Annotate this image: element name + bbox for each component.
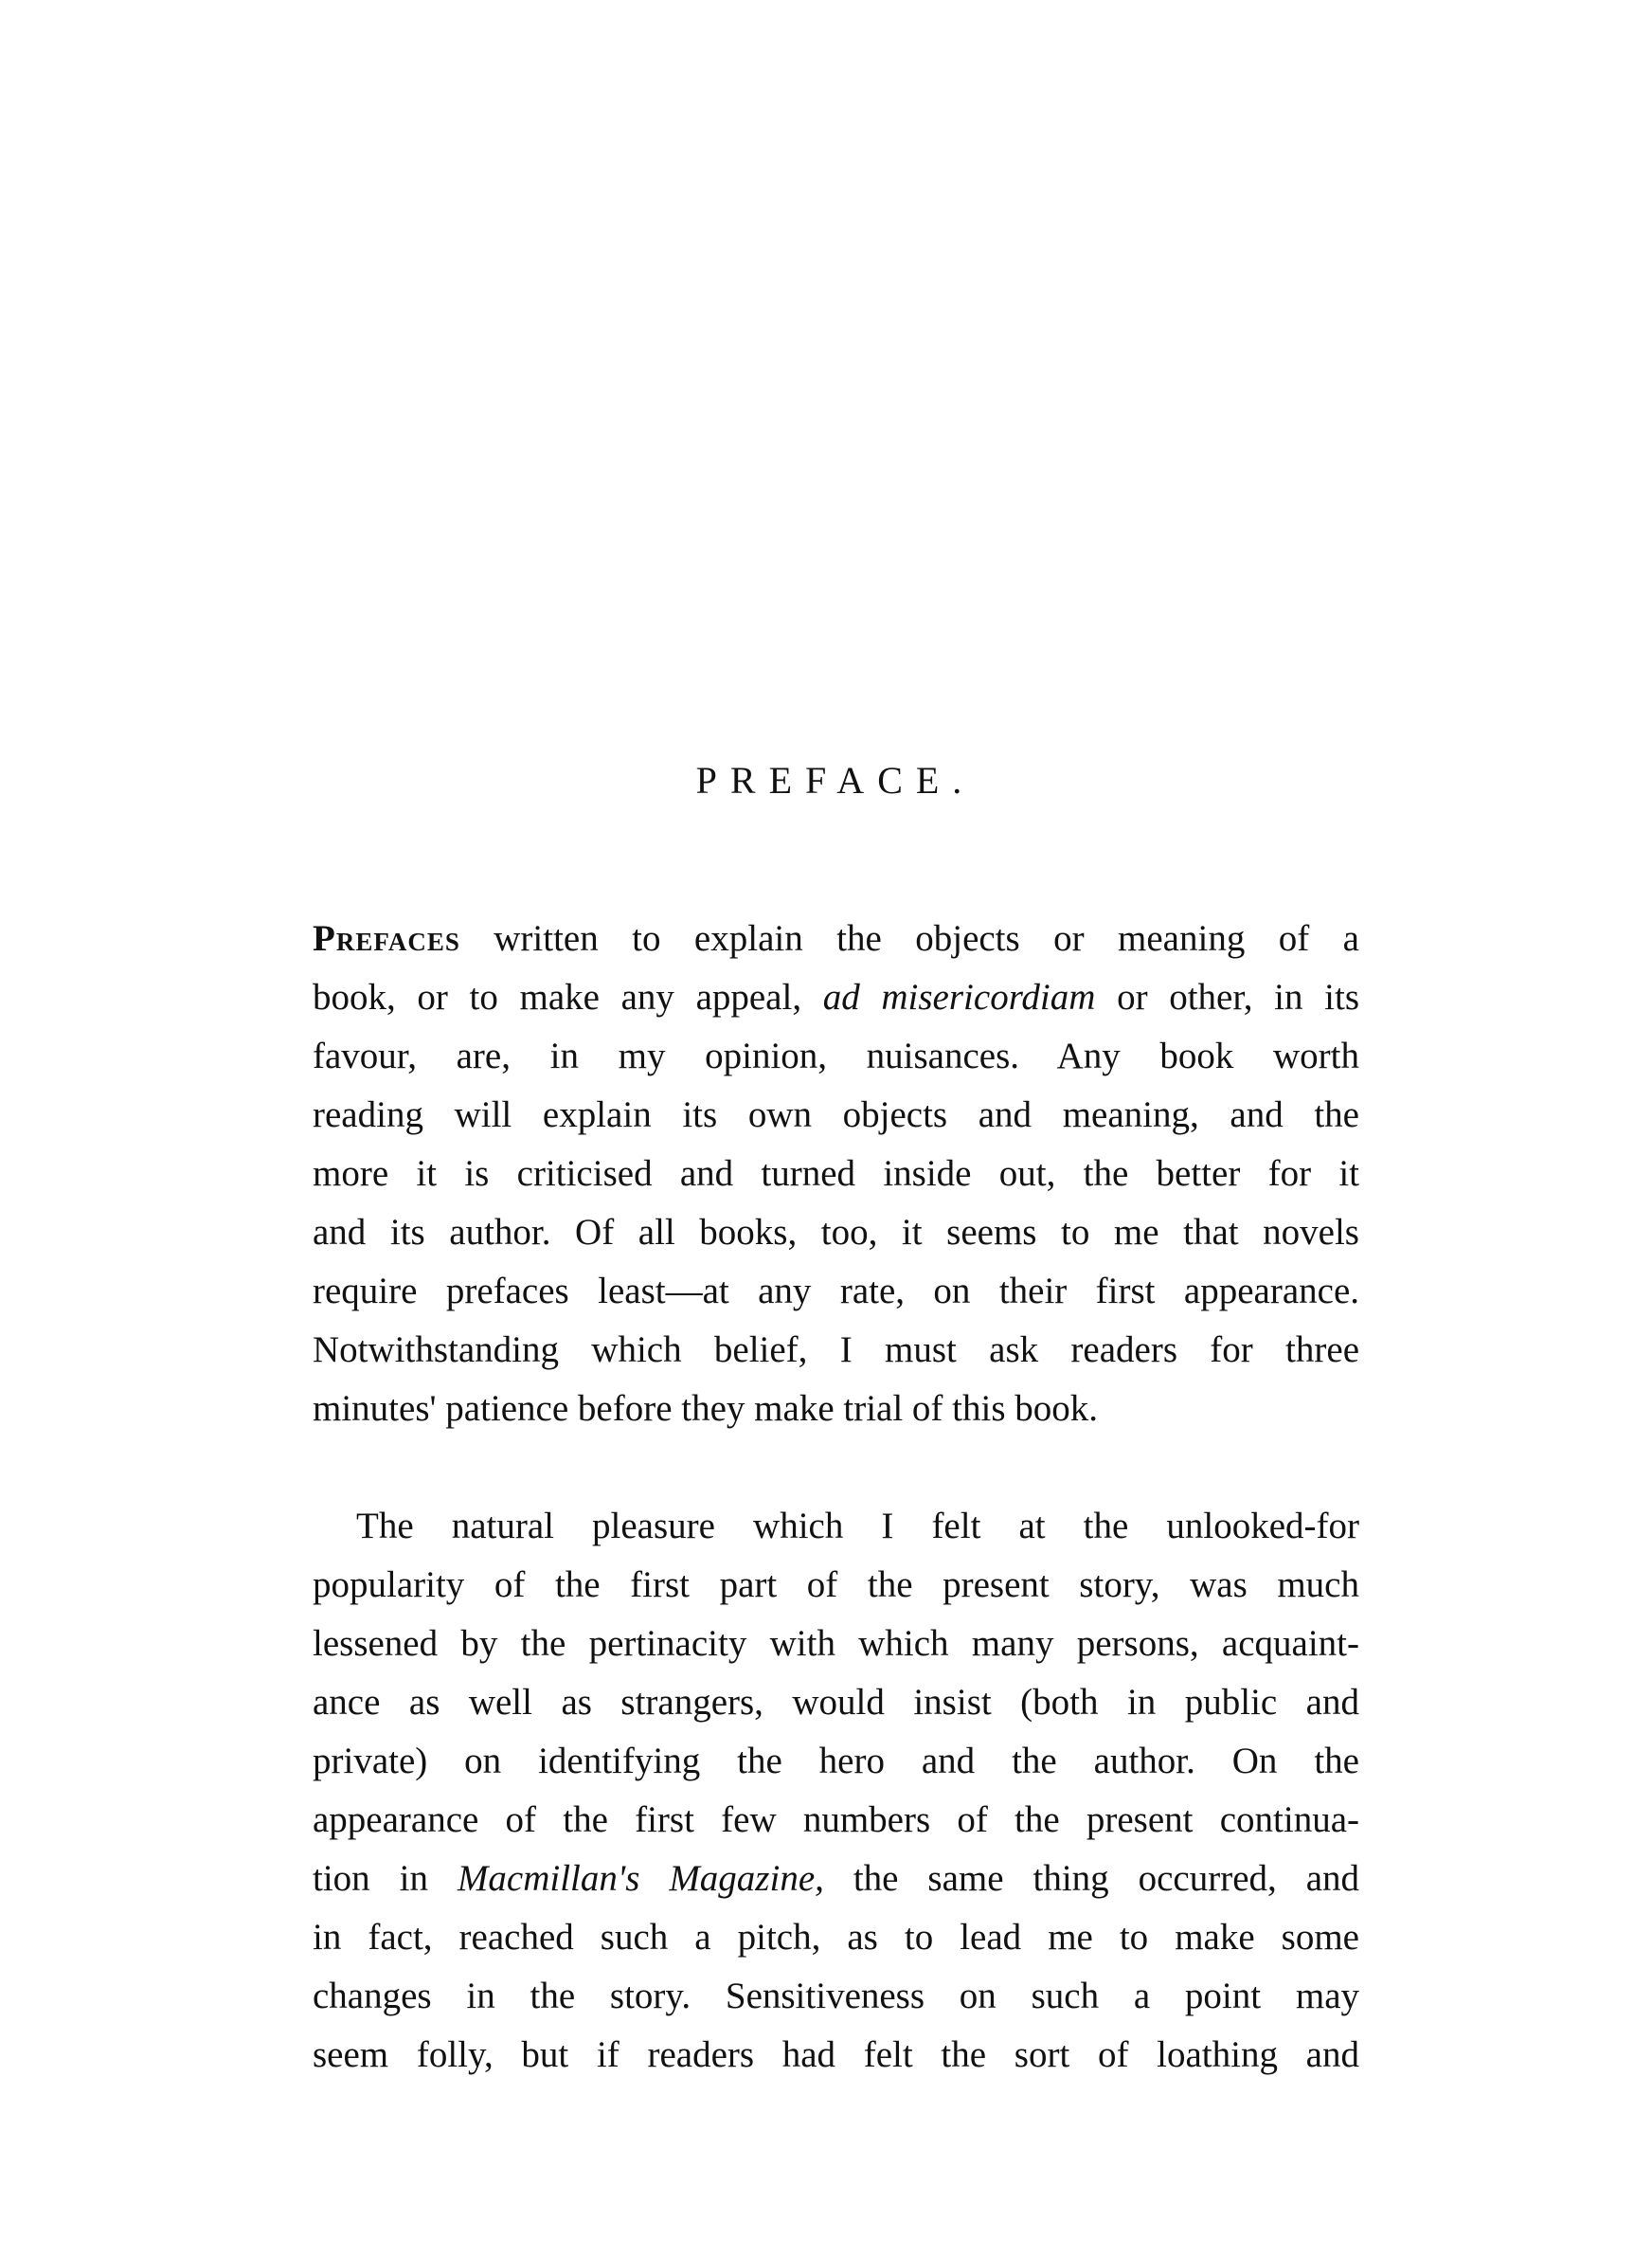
italic-title: Macmillan's Magazine, [457, 1858, 824, 1899]
line-text: written to explain the objects or meaning of a [459, 918, 1359, 959]
text-line [313, 1850, 1359, 1908]
lead-word: Prefaces [313, 918, 460, 959]
preface-paragraph-1 [313, 910, 1359, 1438]
line-text: or other, in its [1095, 977, 1359, 1018]
line-text: book, or to make any appeal, [313, 977, 823, 1018]
text-line: The natural pleasure which I felt at the unlooked-for [356, 1506, 1359, 1546]
text-line: in fact, reached such a pitch, as to lead me to make some [313, 1917, 1359, 1958]
text-line [313, 968, 1359, 1027]
text-line: minutes' patience before they make trial of this book. [313, 1388, 1099, 1429]
text-line: appearance of the first few numbers of the present continua- [313, 1799, 1359, 1840]
italic-phrase: ad misericordiam [822, 977, 1096, 1018]
text-line: ance as well as strangers, would insist (both in public and [313, 1682, 1359, 1723]
preface-paragraph-2 [313, 1497, 1359, 2085]
text-line: reading will explain its own objects and meaning, and the [313, 1094, 1359, 1135]
text-line: favour, are, in my opinion, nuisances. Any book worth [313, 1036, 1359, 1076]
text-line: require prefaces least—at any rate, on their first appearance. [313, 1271, 1359, 1311]
text-line: Notwithstanding which belief, I must ask readers for three [313, 1329, 1359, 1370]
text-line: changes in the story. Sensitiveness on such a point may [313, 1976, 1359, 2016]
text-line: more it is criticised and turned inside out, the better for it [313, 1153, 1359, 1194]
page-title: PREFACE. [695, 759, 976, 802]
text-line: lessened by the pertinacity with which many persons, acquaint- [313, 1623, 1359, 1664]
text-line: seem folly, but if readers had felt the sort of loathing and [313, 2034, 1359, 2075]
text-line: private) on identifying the hero and the author. On the [313, 1741, 1359, 1781]
line-text: tion in [313, 1858, 458, 1899]
text-line [313, 910, 1359, 968]
text-line: popularity of the first part of the present story, was much [313, 1564, 1359, 1605]
text-line: and its author. Of all books, too, it seems to me that novels [313, 1212, 1359, 1253]
line-text: the same thing occurred, and [823, 1858, 1360, 1899]
